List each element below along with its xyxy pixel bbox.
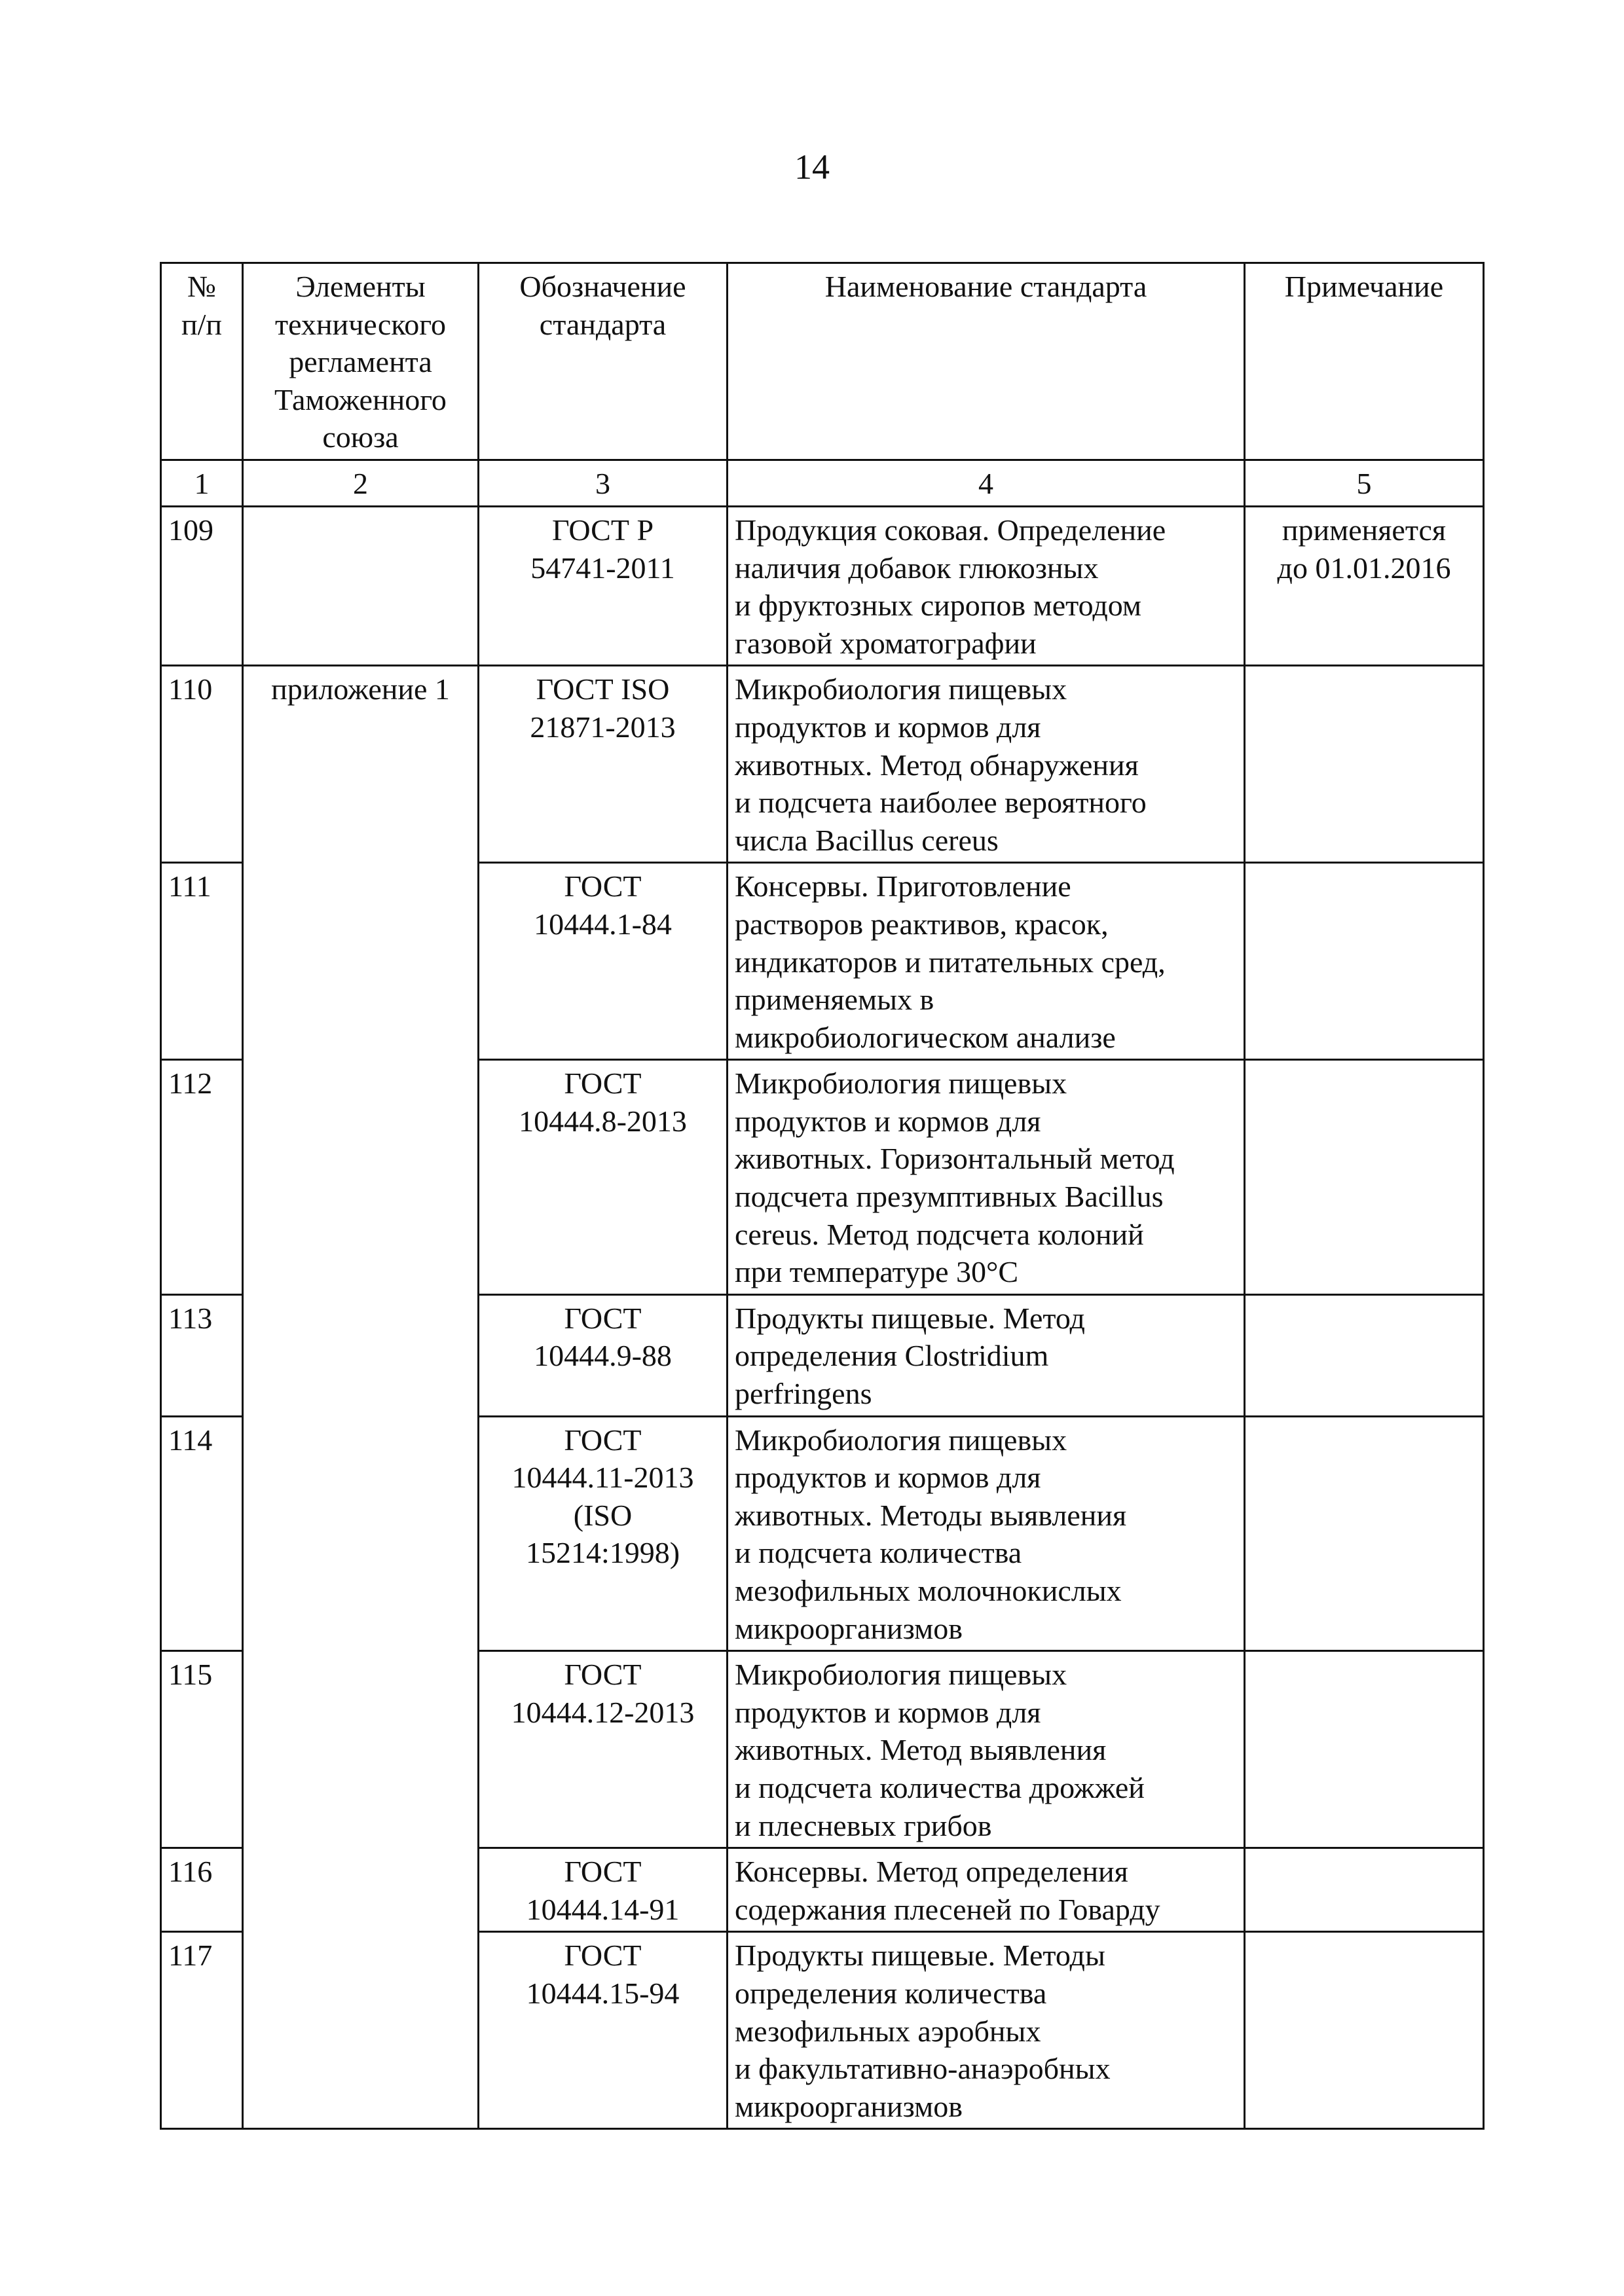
row-designation: ГОСТ 10444.12-2013 <box>479 1651 728 1848</box>
row-designation: ГОСТ 10444.14-91 <box>479 1848 728 1932</box>
row-number: 117 <box>161 1932 243 2129</box>
row-designation: ГОСТ 10444.11-2013 (ISO 15214:1998) <box>479 1416 728 1651</box>
table-row <box>161 666 1484 863</box>
row-note: применяется до 01.01.2016 <box>1245 506 1484 665</box>
row-note <box>1245 863 1484 1060</box>
page-number: 14 <box>794 147 830 187</box>
row-designation: ГОСТ Р 54741-2011 <box>479 506 728 665</box>
row-standard-name: Микробиология пищевых продуктов и кормов для животных. Горизонтальный метод подсчета презумптивных Bacillus cereus. Метод подсчета колоний при температуре 30°С <box>728 1060 1245 1295</box>
row-number: 115 <box>161 1651 243 1848</box>
table-header-row <box>161 263 1484 460</box>
row-standard-name: Микробиология пищевых продуктов и кормов для животных. Метод выявления и подсчета количества дрожжей и плесневых грибов <box>728 1651 1245 1848</box>
header-note: Примечание <box>1245 263 1484 460</box>
column-number: 4 <box>728 460 1245 506</box>
row-note <box>1245 1651 1484 1848</box>
row-number: 109 <box>161 506 243 665</box>
row-standard-name: Продукция соковая. Определение наличия добавок глюкозных и фруктозных сиропов методом газовой хроматографии <box>728 506 1245 665</box>
row-number: 116 <box>161 1848 243 1932</box>
row-element-merged: приложение 1 <box>243 666 479 2129</box>
row-standard-name: Консервы. Метод определения содержания плесеней по Говарду <box>728 1848 1245 1932</box>
row-element <box>243 506 479 665</box>
row-number: 112 <box>161 1060 243 1295</box>
row-note <box>1245 1060 1484 1295</box>
row-designation: ГОСТ ISO 21871-2013 <box>479 666 728 863</box>
row-standard-name: Микробиология пищевых продуктов и кормов для животных. Метод обнаружения и подсчета наиболее вероятного числа Bacillus cereus <box>728 666 1245 863</box>
table-row <box>161 506 1484 665</box>
standards-table <box>160 262 1485 2130</box>
header-number: № п/п <box>161 263 243 460</box>
column-number: 5 <box>1245 460 1484 506</box>
row-standard-name: Микробиология пищевых продуктов и кормов для животных. Методы выявления и подсчета количества мезофильных молочнокислых микроорганизмов <box>728 1416 1245 1651</box>
row-designation: ГОСТ 10444.9-88 <box>479 1294 728 1416</box>
row-note <box>1245 1848 1484 1932</box>
row-designation: ГОСТ 10444.1-84 <box>479 863 728 1060</box>
row-number: 114 <box>161 1416 243 1651</box>
row-number: 111 <box>161 863 243 1060</box>
column-number: 3 <box>479 460 728 506</box>
row-designation: ГОСТ 10444.8-2013 <box>479 1060 728 1295</box>
column-number: 1 <box>161 460 243 506</box>
header-standard-name: Наименование стандарта <box>728 263 1245 460</box>
row-number: 110 <box>161 666 243 863</box>
row-note <box>1245 1416 1484 1651</box>
row-standard-name: Продукты пищевые. Метод определения Clostridium perfringens <box>728 1294 1245 1416</box>
column-number: 2 <box>243 460 479 506</box>
row-standard-name: Продукты пищевые. Методы определения количества мезофильных аэробных и факультативно-анаэробных микроорганизмов <box>728 1932 1245 2129</box>
row-number: 113 <box>161 1294 243 1416</box>
column-number-row <box>161 460 1484 506</box>
row-note <box>1245 1294 1484 1416</box>
row-note <box>1245 1932 1484 2129</box>
header-elements: Элементы технического регламента Таможенного союза <box>243 263 479 460</box>
row-note <box>1245 666 1484 863</box>
header-designation: Обозначение стандарта <box>479 263 728 460</box>
row-standard-name: Консервы. Приготовление растворов реактивов, красок, индикаторов и питательных сред, применяемых в микробиологическом анализе <box>728 863 1245 1060</box>
row-designation: ГОСТ 10444.15-94 <box>479 1932 728 2129</box>
